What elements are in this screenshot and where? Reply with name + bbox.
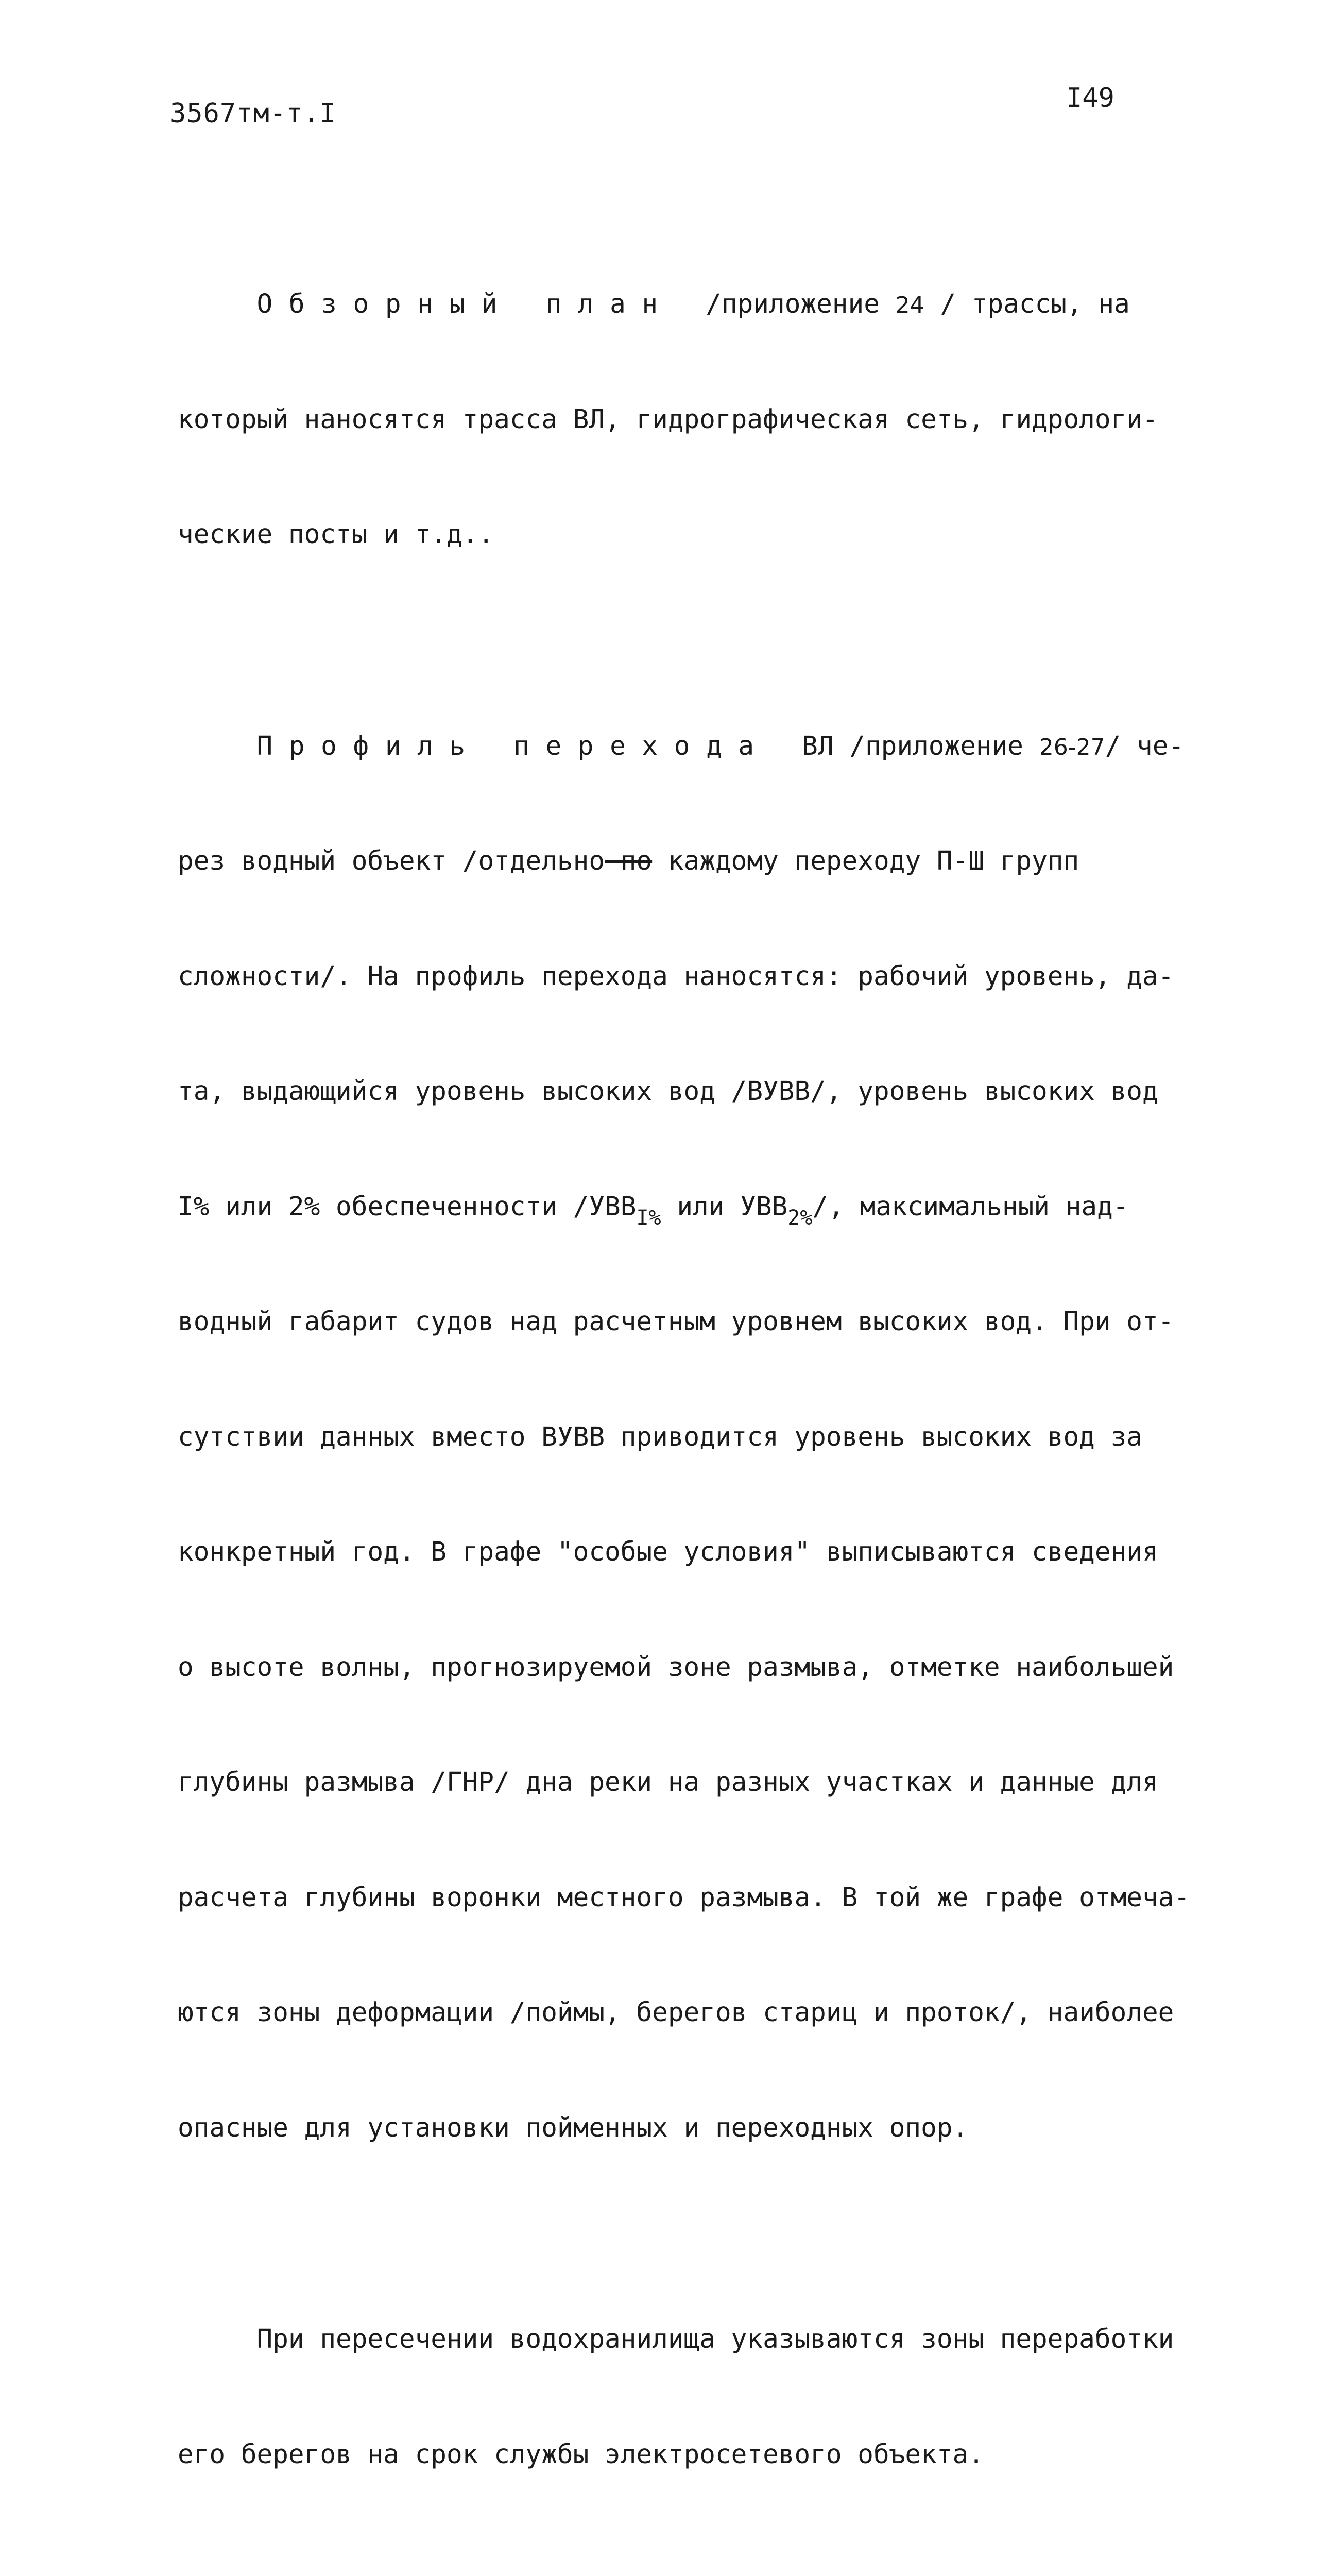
text-line: расчета глубины воронки местного размыва. В той же графе отмеча- [178, 1882, 1190, 1913]
text-line: конкретный год. В графе "особые условия" выписываются сведения [178, 1537, 1158, 1567]
document-body [178, 209, 1190, 2576]
text-line: сложности/. На профиль перехода наносятся: рабочий уровень, да- [178, 961, 1174, 992]
subscript: I% [636, 1206, 661, 1230]
struck-text: —по [605, 846, 653, 876]
text-line: Обзорный план /приложение 24 / трассы, на [256, 289, 1130, 319]
text-line: При пересечении водохранилища указываются зоны переработки [178, 2324, 1174, 2354]
document-code: 3567тм-т.I [170, 98, 337, 129]
text-line: рез водный объект /отдельно—по каждому переходу П-Ш групп [178, 846, 1079, 876]
paragraph-crossing-profile [178, 651, 1190, 2225]
subscript: 2% [787, 1206, 813, 1230]
text-line: I% или 2% обеспеченности $/УВВ_{I\%}$ или $УВВ_{2\%}/$, максимальный над- [178, 1191, 1129, 1230]
text-line: та, выдающийся уровень высоких вод /ВУВВ/, уровень высоких вод [178, 1076, 1158, 1107]
text-line: ются зоны деформации /поймы, берегов стариц и проток/, наиболее [178, 1997, 1174, 2028]
text-line: глубины размыва /ГНР/ дна реки на разных участках и данные для [178, 1767, 1158, 1798]
page-number: I49 [1066, 82, 1114, 113]
text-line: опасные для установки пойменных и переходных опор. [178, 2112, 969, 2143]
term-heading: Профиль перехода [256, 731, 770, 761]
text-line: водный габарит судов над расчетным уровнем высоких вод. При от- [178, 1307, 1174, 1337]
paragraph-route-profile [178, 2570, 1187, 2576]
text-line: который наносятся трасса ВЛ, гидрографическая сеть, гидрологи- [178, 404, 1158, 435]
handwritten-number: 26-27 [1039, 734, 1105, 760]
text-line: сутствии данных вместо ВУВВ приводится уровень высоких вод за [178, 1421, 1142, 1452]
text-line: о высоте волны, прогнозируемой зоне размыва, отметке наибольшей [178, 1652, 1174, 1683]
text-line: его берегов на срок службы электросетевого объекта. [178, 2439, 984, 2470]
term-heading: Обзорный план [256, 289, 674, 319]
paragraph-reservoir [178, 2244, 1187, 2551]
text-line: Профиль перехода ВЛ /приложение 26-27/ че- [256, 731, 1185, 761]
handwritten-number: 24 [895, 292, 924, 318]
paragraph-overview-plan [178, 209, 1187, 631]
text-line: ческие посты и т.д.. [178, 519, 494, 550]
